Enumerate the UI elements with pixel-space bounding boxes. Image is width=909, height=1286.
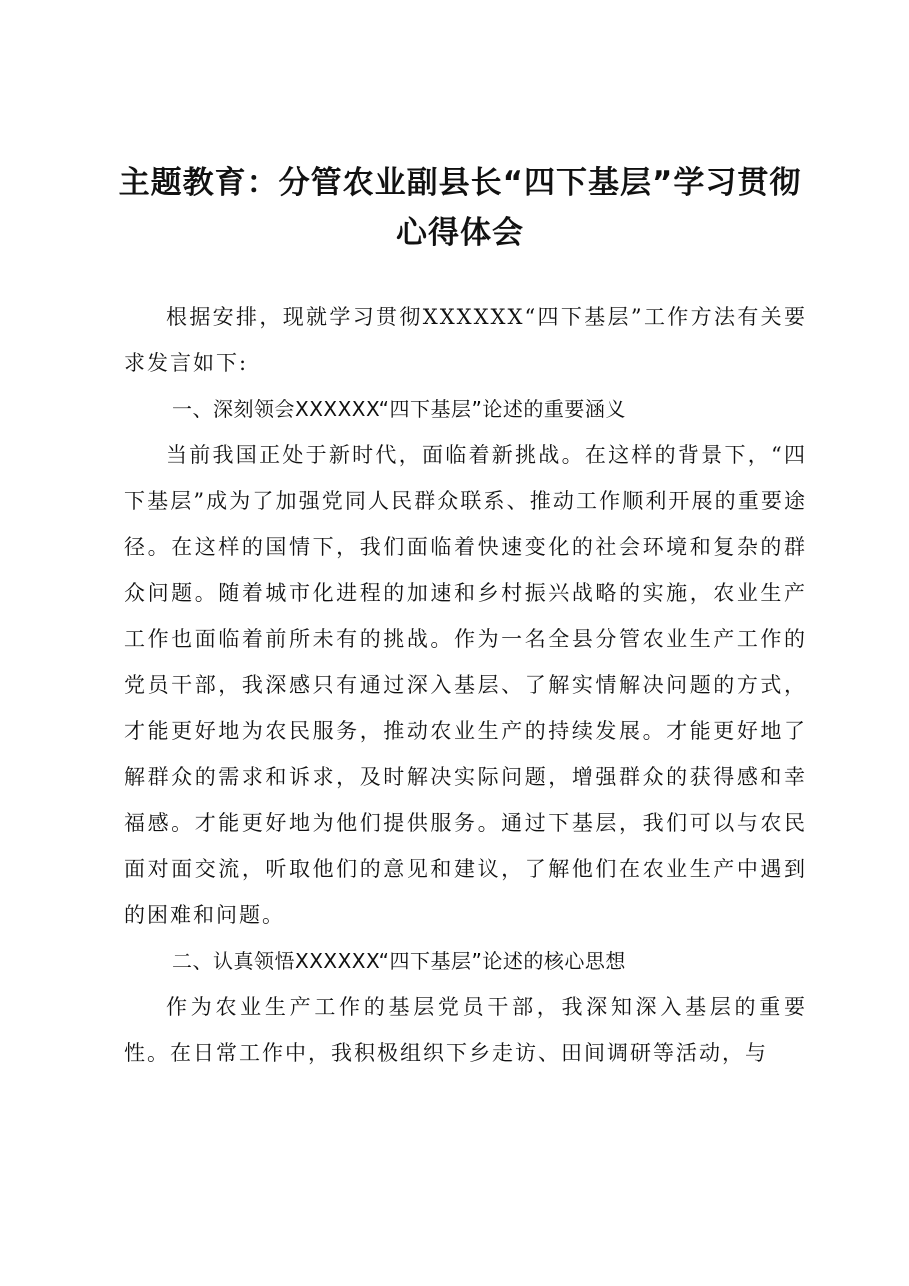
section-1-paragraph: 当前我国正处于新时代，面临着新挑战。在这样的背景下，“四下基层”成为了加强党同人民群众联系、推动工作顺利开展的重要途径。在这样的国情下，我们面临着快速变化的社会环境和复杂的群众问题。随着城市化进程的加速和乡村振兴战略的实施，农业生产工作也面临着前所未有的挑战。作为一名全县分管农业生产工作的党员干部，我深感只有通过深入基层、了解实情解决问题的方式，才能更好地为农民服务，推动农业生产的持续发展。才能更好地了解群众的需求和诉求，及时解决实际问题，增强群众的获得感和幸福感。才能更好地为他们提供服务。通过下基层，我们可以与农民面对面交流，听取他们的意见和建议，了解他们在农业生产中遇到的困难和问题。 bbox=[124, 443, 807, 927]
section-2-paragraph: 作为农业生产工作的基层党员干部，我深知深入基层的重要性。在日常工作中，我积极组织下乡走访、田间调研等活动，与 bbox=[124, 995, 807, 1065]
section-heading-1: 一、深刻领会XXXXXX“四下基层”论述的重要涵义 bbox=[172, 397, 626, 421]
document-title: 主题教育：分管农业副县长“四下基层”学习贯彻心得体会 bbox=[118, 165, 802, 251]
section-heading-2: 二、认真领悟XXXXXX“四下基层”论述的核心思想 bbox=[172, 949, 626, 973]
document-body bbox=[124, 294, 807, 1076]
intro-paragraph: 根据安排，现就学习贯彻XXXXXX“四下基层”工作方法有关要求发言如下: bbox=[124, 305, 807, 375]
